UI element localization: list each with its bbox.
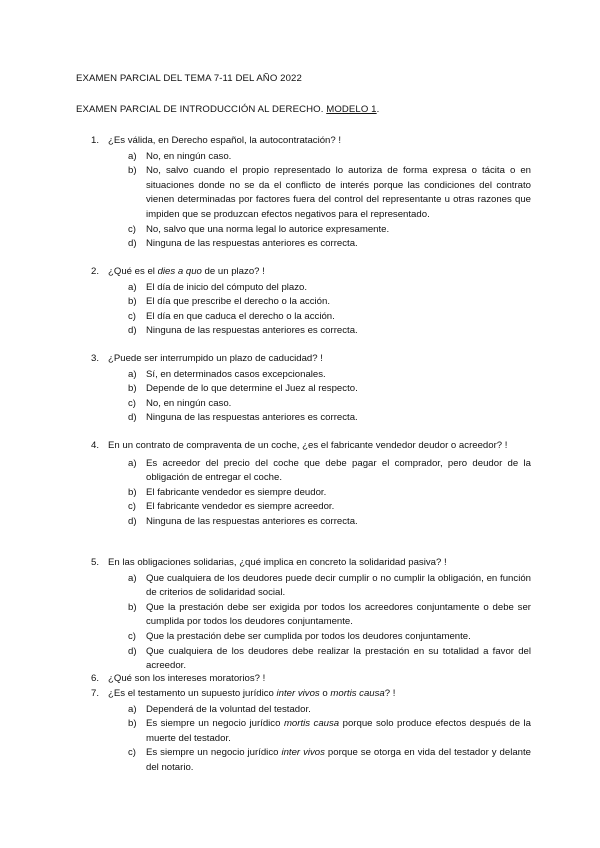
question-text: ¿Qué son los intereses moratorios? ! xyxy=(108,673,266,684)
exam-title: EXAMEN PARCIAL DEL TEMA 7-11 DEL AÑO 2022 xyxy=(76,73,302,84)
option-text: Que la prestación debe ser exigida por todos los acreedores conjuntamente o debe ser cumplida por todos los deudores conjuntamente. xyxy=(146,601,531,628)
option-letter: b) xyxy=(128,718,137,730)
option xyxy=(128,397,531,412)
option-text: Ninguna de las respuestas anteriores es correcta. xyxy=(146,515,358,527)
subtitle-suffix: . xyxy=(376,104,380,115)
option-text: Es siempre un negocio jurídico xyxy=(146,747,282,759)
question-text xyxy=(108,265,531,280)
option-letter: d) xyxy=(128,645,137,657)
option-text: No, salvo que una norma legal lo autorice expresamente. xyxy=(146,223,390,235)
option xyxy=(128,703,531,718)
options-list xyxy=(128,703,531,776)
option-text: Es siempre un negocio jurídico xyxy=(146,718,284,730)
option-text: Que la prestación debe ser cumplida por todos los deudores conjuntamente. xyxy=(146,630,471,642)
question-7 xyxy=(91,687,531,776)
option-text: porque se otorga en vida del testador y delante del notario. xyxy=(146,747,532,773)
options-list xyxy=(128,572,531,674)
option xyxy=(128,382,531,397)
option-letter: a) xyxy=(128,703,137,715)
option xyxy=(128,457,531,486)
option xyxy=(128,295,531,310)
option-text: El día en que caduca el derecho o la acción. xyxy=(146,310,335,322)
question-text-part: ¿Qué es el xyxy=(108,266,158,277)
question-text-italic: dies a quo xyxy=(157,266,202,277)
option-letter: b) xyxy=(128,296,137,308)
option-text-italic: mortis causa xyxy=(283,718,340,730)
option-text: No, en ningún caso. xyxy=(146,150,232,162)
option-text: Depende de lo que determine el Juez al respecto. xyxy=(146,383,358,395)
option-text: Ninguna de las respuestas anteriores es correcta. xyxy=(146,238,358,250)
question-number: 3. xyxy=(91,353,100,364)
option xyxy=(128,281,531,296)
options-list xyxy=(128,281,531,339)
question-text-part: ¿Es el testamento un supuesto jurídico xyxy=(108,688,277,699)
option xyxy=(128,164,531,222)
option-letter: a) xyxy=(128,457,137,469)
option-letter: c) xyxy=(128,223,136,235)
question-number: 1. xyxy=(91,135,100,146)
question-text: En un contrato de compraventa de un coche, ¿es el fabricante vendedor deudor o acreedor? ! xyxy=(108,440,508,451)
option-letter: a) xyxy=(128,150,137,162)
option-text: Dependerá de la voluntad del testador. xyxy=(146,703,311,715)
option xyxy=(128,486,531,501)
question-number: 7. xyxy=(91,688,100,699)
question-number: 6. xyxy=(91,673,100,684)
option xyxy=(128,150,531,165)
question-text-part: o xyxy=(319,688,331,699)
question-2 xyxy=(91,265,531,339)
option-letter: b) xyxy=(128,601,137,613)
question-text xyxy=(108,687,531,702)
question-3 xyxy=(91,352,531,426)
option-letter: d) xyxy=(128,238,137,250)
option-letter: d) xyxy=(128,325,137,337)
option-text: Sí, en determinados casos excepcionales. xyxy=(146,368,326,380)
option-text: El día que prescribe el derecho o la acción. xyxy=(146,296,330,308)
question-text-part: ? ! xyxy=(384,688,396,699)
question-6 xyxy=(91,672,531,687)
option xyxy=(128,515,531,530)
option-text: El día de inicio del cómputo del plazo. xyxy=(146,281,308,293)
option xyxy=(128,237,531,252)
option xyxy=(128,223,531,238)
option xyxy=(128,411,531,426)
option xyxy=(128,645,531,674)
option xyxy=(128,630,531,645)
option-letter: b) xyxy=(128,383,137,395)
options-list xyxy=(128,457,531,530)
option xyxy=(128,310,531,325)
option-letter: a) xyxy=(128,572,137,584)
question-text: ¿Es válida, en Derecho español, la autocontratación? ! xyxy=(108,135,342,146)
option-text: El fabricante vendedor es siempre deudor. xyxy=(146,486,327,498)
option-text: porque solo produce efectos después de la muerte del testador. xyxy=(146,718,531,744)
option-letter: c) xyxy=(128,747,136,759)
question-number: 5. xyxy=(91,557,100,568)
option-text: Es acreedor del precio del coche que debe pagar el comprador, pero deudor de la obligación de entregar el coche. xyxy=(146,457,531,484)
options-list xyxy=(128,368,531,426)
option xyxy=(128,601,531,630)
question-text-italic: mortis causa xyxy=(330,688,385,699)
exam-subtitle xyxy=(76,104,379,115)
option-letter: c) xyxy=(128,501,136,513)
question-4 xyxy=(91,439,531,530)
question-1 xyxy=(91,134,531,252)
option-text: Que cualquiera de los deudores puede decir cumplir o no cumplir la obligación, en función de criterios de solidaridad social. xyxy=(146,572,531,599)
option xyxy=(128,717,531,746)
option xyxy=(128,368,531,383)
option-letter: d) xyxy=(128,515,137,527)
question-text: En las obligaciones solidarias, ¿qué implica en concreto la solidaridad pasiva? ! xyxy=(108,557,447,568)
option-text: Que cualquiera de los deudores debe realizar la prestación en su totalidad a favor del acreedor. xyxy=(146,645,531,672)
question-5 xyxy=(91,556,531,674)
option xyxy=(128,572,531,601)
question-text-italic: inter vivos xyxy=(276,688,320,699)
option-text-italic: inter vivos xyxy=(281,747,325,759)
option-letter: a) xyxy=(128,368,137,380)
option-letter: d) xyxy=(128,412,137,424)
options-list xyxy=(128,150,531,252)
option-text: El fabricante vendedor es siempre acreedor. xyxy=(146,501,335,513)
option-letter: c) xyxy=(128,630,136,642)
option-text: Ninguna de las respuestas anteriores es correcta. xyxy=(146,412,358,424)
option-text: No, en ningún caso. xyxy=(146,397,232,409)
option-letter: b) xyxy=(128,486,137,498)
option-letter: c) xyxy=(128,397,136,409)
option xyxy=(128,500,531,515)
option xyxy=(128,324,531,339)
subtitle-model: MODELO 1 xyxy=(326,104,377,115)
question-number: 2. xyxy=(91,266,100,277)
subtitle-prefix: EXAMEN PARCIAL DE INTRODUCCIÓN AL DERECHO. xyxy=(76,104,327,115)
option-text: No, salvo cuando el propio representado lo autoriza de forma expresa o tácita o en situaciones donde no se da el conflicto de interés porque las condiciones del contrato vienen determinadas por factores fuera del control del representante u otras razones que impiden que se produzcan efectos negativos para el representado. xyxy=(146,165,531,220)
question-text: ¿Puede ser interrumpido un plazo de caducidad? ! xyxy=(108,353,323,364)
question-text-part: de un plazo? ! xyxy=(201,266,265,277)
option-letter: c) xyxy=(128,310,136,322)
option-letter: a) xyxy=(128,281,137,293)
option-text: Ninguna de las respuestas anteriores es correcta. xyxy=(146,325,358,337)
question-number: 4. xyxy=(91,440,100,451)
option-letter: b) xyxy=(128,165,137,177)
option xyxy=(128,746,531,775)
